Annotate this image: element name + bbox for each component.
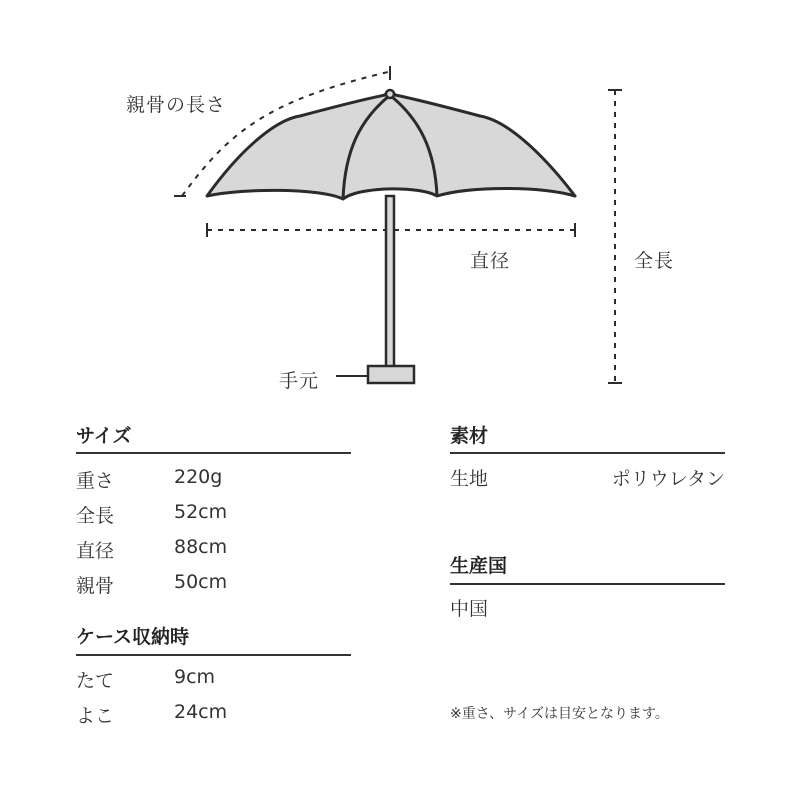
handle-label: 手元 bbox=[279, 370, 320, 392]
size-row-value: 220g bbox=[174, 466, 223, 488]
origin-value: 中国 bbox=[450, 598, 489, 620]
material-section-title: 素材 bbox=[450, 425, 489, 447]
total-length-label: 全長 bbox=[634, 250, 675, 272]
umbrella-canopy bbox=[207, 91, 575, 199]
case-row-label: たて bbox=[76, 670, 115, 692]
size-row-weight bbox=[76, 466, 351, 492]
size-row-value: 52cm bbox=[174, 501, 228, 523]
size-row-diameter bbox=[76, 536, 351, 562]
origin-section-title: 生産国 bbox=[450, 555, 508, 577]
origin-section-rule bbox=[450, 583, 725, 585]
case-row-label: よこ bbox=[76, 705, 115, 727]
size-row-label: 親骨 bbox=[76, 575, 115, 597]
size-row-rib bbox=[76, 571, 351, 597]
material-section-rule bbox=[450, 452, 725, 454]
footnote: ※重さ、サイズは目安となります。 bbox=[450, 706, 669, 722]
size-row-label: 重さ bbox=[76, 470, 115, 492]
case-section-title: ケース収納時 bbox=[76, 626, 190, 648]
size-section-title: サイズ bbox=[76, 425, 132, 447]
case-row-value: 9cm bbox=[174, 666, 216, 688]
diameter-label: 直径 bbox=[470, 250, 511, 272]
size-row-value: 88cm bbox=[174, 536, 228, 558]
case-section-rule bbox=[76, 654, 351, 656]
case-row-value: 24cm bbox=[174, 701, 228, 723]
material-row-label: 生地 bbox=[450, 468, 489, 490]
size-section-rule bbox=[76, 452, 351, 454]
umbrella-shaft bbox=[386, 196, 394, 368]
umbrella-handle bbox=[368, 366, 414, 383]
case-row-height bbox=[76, 666, 351, 692]
material-row-fabric bbox=[450, 464, 725, 490]
size-row-label: 直径 bbox=[76, 540, 115, 562]
umbrella-tip bbox=[386, 90, 394, 98]
size-row-total-length bbox=[76, 501, 351, 527]
size-row-value: 50cm bbox=[174, 571, 228, 593]
case-row-width bbox=[76, 701, 351, 727]
size-row-label: 全長 bbox=[76, 505, 115, 527]
material-row-value: ポリウレタン bbox=[611, 468, 725, 490]
rib-length-label: 親骨の長さ bbox=[126, 94, 227, 116]
